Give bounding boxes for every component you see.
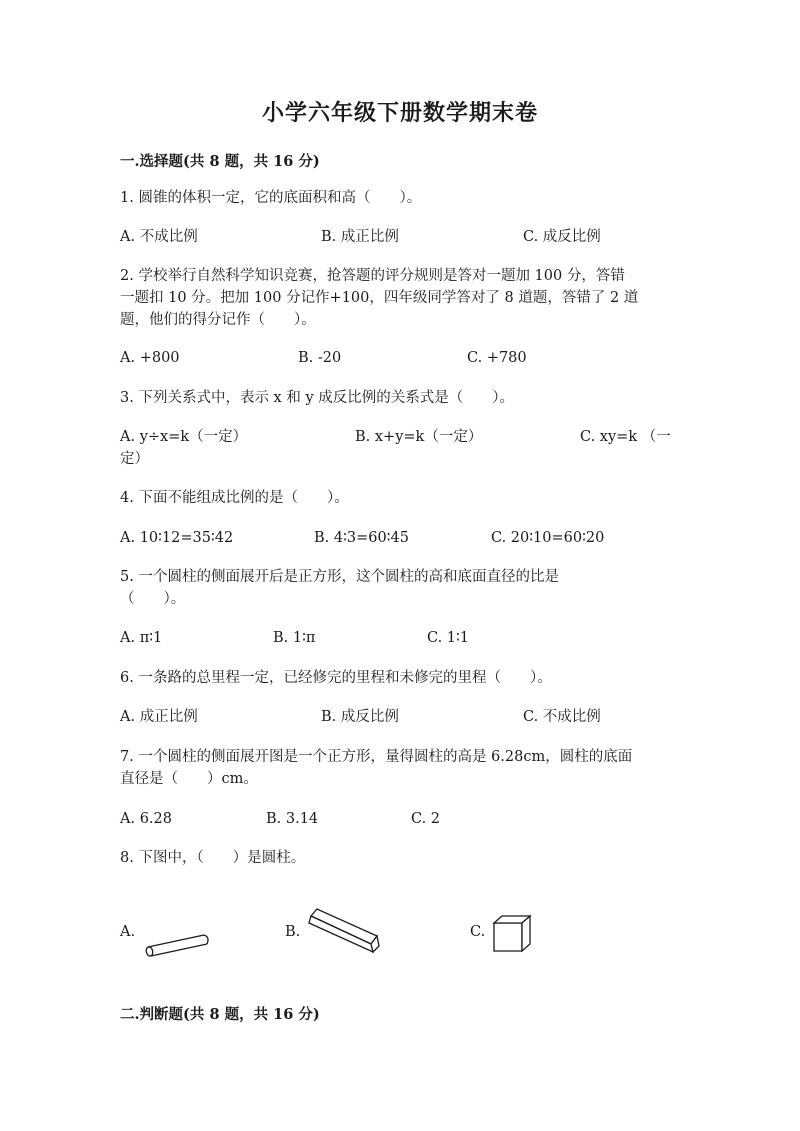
question-5-option-c[interactable]: C. 1∶1 <box>427 630 470 646</box>
question-4-option-b[interactable]: B. 4∶3=60∶45 <box>314 530 409 546</box>
question-3-option-a[interactable]: A. y÷x=k（一定） <box>120 429 248 445</box>
question-2-stem <box>120 265 680 331</box>
question-7-option-c[interactable]: C. 2 <box>411 811 441 827</box>
question-5-line-1: 5. 一个圆柱的侧面展开后是正方形，这个圆柱的高和底面直径的比是 <box>120 569 559 585</box>
question-4-option-a[interactable]: A. 10∶12=35∶42 <box>120 530 234 546</box>
question-1-stem: 1. 圆锥的体积一定，它的底面积和高（ ）。 <box>120 190 422 206</box>
question-3-option-c-continued: 定） <box>120 451 149 467</box>
question-5-stem <box>120 566 680 610</box>
question-6-option-b[interactable]: B. 成反比例 <box>321 709 399 725</box>
question-4-option-c[interactable]: C. 20∶10=60∶20 <box>491 530 605 546</box>
question-8-option-c[interactable]: C. <box>470 924 486 940</box>
question-6-option-c[interactable]: C. 不成比例 <box>523 709 601 725</box>
question-5-option-b[interactable]: B. 1∶π <box>273 630 316 646</box>
question-7-option-a[interactable]: A. 6.28 <box>120 811 172 827</box>
question-2-line-1: 2. 学校举行自然科学知识竞赛，抢答题的评分规则是答对一题加 100 分，答错 <box>120 268 625 284</box>
section-heading-choice: 一.选择题(共 8 题，共 16 分) <box>120 153 320 170</box>
question-1-option-b[interactable]: B. 成正比例 <box>321 229 399 245</box>
question-3-option-c[interactable]: C. xy=k （一 <box>580 429 671 445</box>
question-7-line-2: 直径是（ ）cm。 <box>120 771 258 787</box>
question-3-option-b[interactable]: B. x+y=k（一定） <box>355 429 483 445</box>
question-2-option-c[interactable]: C. +780 <box>467 350 527 366</box>
question-8-option-b[interactable]: B. <box>285 924 301 940</box>
question-2-option-a[interactable]: A. +800 <box>120 350 180 366</box>
question-6-option-a[interactable]: A. 成正比例 <box>120 709 198 725</box>
question-3-stem: 3. 下列关系式中，表示 x 和 y 成反比例的关系式是（ ）。 <box>120 390 514 406</box>
question-2-option-b[interactable]: B. -20 <box>298 350 342 366</box>
question-8-stem: 8. 下图中，（ ）是圆柱。 <box>120 850 306 866</box>
question-7-line-1: 7. 一个圆柱的侧面展开图是一个正方形，量得圆柱的高是 6.28cm，圆柱的底面 <box>120 749 633 765</box>
question-1-option-c[interactable]: C. 成反比例 <box>523 229 601 245</box>
question-2-line-2: 一题扣 10 分。把加 100 分记作+100，四年级同学答对了 8 道题，答错了 2 道 <box>120 290 639 306</box>
question-6-stem: 6. 一条路的总里程一定，已经修完的里程和未修完的里程（ ）。 <box>120 670 552 686</box>
question-8-option-a[interactable]: A. <box>120 924 136 940</box>
question-1-option-a[interactable]: A. 不成比例 <box>120 229 198 245</box>
cube-icon[interactable] <box>490 913 534 957</box>
question-2-line-3: 题，他们的得分记作（ ）。 <box>120 312 316 328</box>
question-5-option-a[interactable]: A. π∶1 <box>120 630 163 646</box>
question-4-stem: 4. 下面不能组成比例的是（ ）。 <box>120 490 349 506</box>
cylinder-icon[interactable] <box>140 928 212 958</box>
page-title: 小学六年级下册数学期末卷 <box>261 100 538 126</box>
question-7-stem <box>120 746 680 790</box>
question-7-option-b[interactable]: B. 3.14 <box>266 811 319 827</box>
question-5-line-2: （ ）。 <box>120 591 186 607</box>
section-heading-judgement: 二.判断题(共 8 题，共 16 分) <box>120 1006 320 1023</box>
triangular-prism-icon[interactable] <box>303 906 383 956</box>
